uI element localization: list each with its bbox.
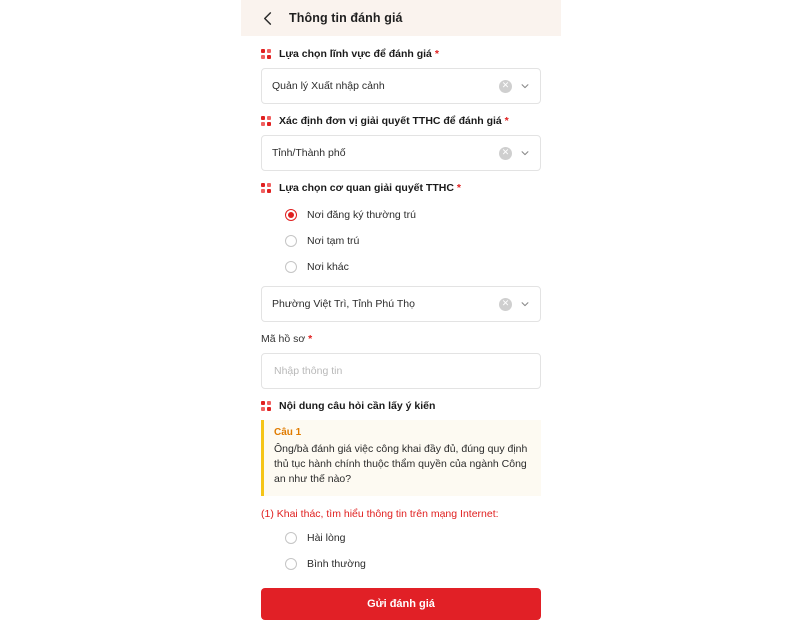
- field-label-agency: Lựa chọn cơ quan giải quyết TTHC *: [279, 182, 461, 194]
- chevron-down-icon[interactable]: [520, 148, 530, 158]
- question-text: Ông/bà đánh giá việc công khai đầy đủ, đúng quy định thủ tục hành chính thuộc thẩm quyền của ngành Công an như thế nào?: [274, 443, 528, 485]
- label-row-unit: [261, 115, 541, 128]
- question-number: Câu 1: [274, 427, 302, 438]
- label-row-agency: [261, 182, 541, 195]
- radio-option-temporary[interactable]: [261, 228, 541, 254]
- clear-icon[interactable]: ✕: [499, 147, 512, 160]
- required-marker: *: [456, 182, 461, 194]
- field-label-domain: Lựa chọn lĩnh vực để đánh giá *: [279, 48, 439, 60]
- chevron-down-icon[interactable]: [520, 299, 530, 309]
- sub-question-text: (1) Khai thác, tìm hiểu thông tin trên mạng Internet:: [261, 508, 499, 520]
- radio-label: Hài lòng: [307, 532, 346, 544]
- field-label-survey: Nội dung câu hỏi cần lấy ý kiến: [279, 400, 436, 412]
- radio-label: Nơi tạm trú: [307, 235, 360, 247]
- label-row-dossier-code: [261, 333, 541, 346]
- agency-radio-group: [261, 202, 541, 280]
- domain-select[interactable]: [261, 68, 541, 104]
- clear-icon[interactable]: ✕: [499, 298, 512, 311]
- agency-location-select[interactable]: [261, 286, 541, 322]
- four-dots-icon: [261, 401, 272, 412]
- unit-select[interactable]: [261, 135, 541, 171]
- field-label-dossier-code: Mã hồ sơ *: [261, 333, 313, 345]
- answer-option-satisfied[interactable]: [261, 525, 541, 551]
- clear-icon[interactable]: ✕: [499, 80, 512, 93]
- field-survey: [261, 400, 541, 577]
- mobile-app-frame: [241, 0, 561, 610]
- dossier-code-input[interactable]: [272, 364, 530, 378]
- question-card: [261, 420, 541, 496]
- label-row-domain: [261, 48, 541, 61]
- required-marker: *: [434, 48, 439, 60]
- radio-icon[interactable]: [285, 261, 297, 273]
- field-unit: [261, 115, 541, 171]
- domain-select-value: Quản lý Xuất nhập cảnh: [272, 80, 385, 92]
- radio-icon[interactable]: [285, 558, 297, 570]
- survey-answer-group: [261, 525, 541, 577]
- submit-evaluation-button[interactable]: Gửi đánh giá: [261, 588, 541, 620]
- radio-icon[interactable]: [285, 209, 297, 221]
- app-header: [241, 0, 561, 36]
- field-label-unit: Xác định đơn vị giải quyết TTHC để đánh giá *: [279, 115, 509, 127]
- unit-select-value: Tỉnh/Thành phố: [272, 147, 346, 159]
- radio-icon[interactable]: [285, 532, 297, 544]
- four-dots-icon: [261, 49, 272, 60]
- four-dots-icon: [261, 116, 272, 127]
- label-row-survey: [261, 400, 541, 413]
- back-arrow-icon[interactable]: [259, 9, 277, 27]
- chevron-down-icon[interactable]: [520, 81, 530, 91]
- radio-option-other[interactable]: [261, 254, 541, 280]
- radio-label: Nơi đăng ký thường trú: [307, 209, 416, 221]
- required-marker: *: [504, 115, 509, 127]
- evaluation-form: [241, 36, 561, 620]
- dossier-code-input-wrapper[interactable]: [261, 353, 541, 389]
- answer-option-normal[interactable]: [261, 551, 541, 577]
- field-domain: [261, 48, 541, 104]
- radio-icon[interactable]: [285, 235, 297, 247]
- four-dots-icon: [261, 183, 272, 194]
- page-title: Thông tin đánh giá: [289, 11, 403, 25]
- radio-label: Nơi khác: [307, 261, 349, 273]
- field-agency: [261, 182, 541, 322]
- radio-label: Bình thường: [307, 558, 366, 570]
- radio-option-permanent[interactable]: [261, 202, 541, 228]
- required-marker: *: [308, 333, 313, 345]
- agency-location-value: Phường Việt Trì, Tỉnh Phú Thọ: [272, 298, 415, 310]
- field-dossier-code: [261, 333, 541, 389]
